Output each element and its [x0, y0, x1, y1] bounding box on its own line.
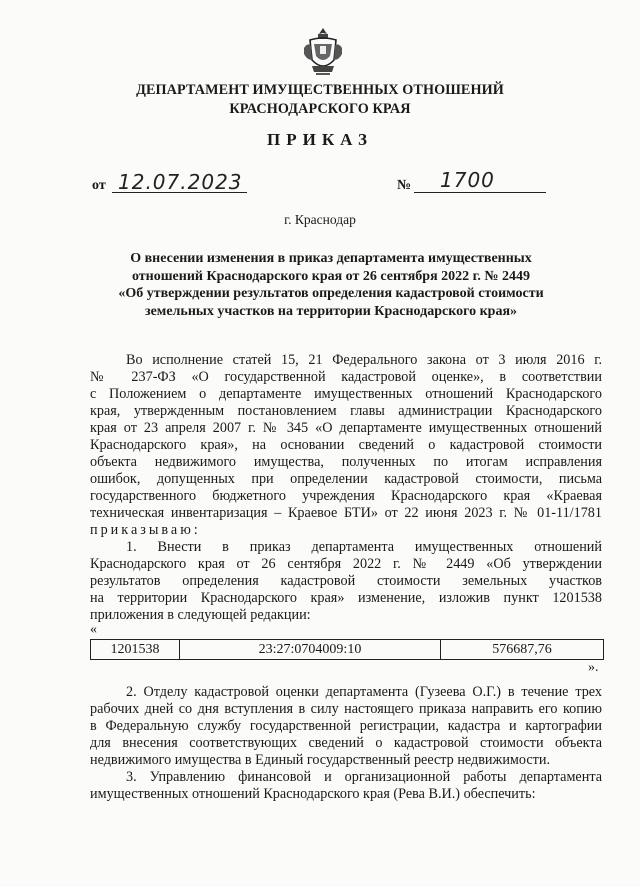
body-line: с Положением о департаменте имущественных отношений Краснодарского: [90, 386, 602, 402]
body-line: на территории Краснодарского края» изменение, изложив пункт 1201538: [90, 590, 602, 606]
body-line: государственного бюджетного учреждения Краснодарского края «Краевая: [90, 488, 602, 504]
quote-open: «: [90, 622, 97, 637]
department-name-line1: ДЕПАРТАМЕНТ ИМУЩЕСТВЕННЫХ ОТНОШЕНИЙ: [136, 82, 504, 98]
body-line: Краснодарского края от 26 сентября 2022 г. № 2449 «Об утверждении: [90, 556, 602, 572]
date-label: от: [92, 178, 106, 193]
coat-of-arms-emblem: [302, 26, 344, 78]
number-label: №: [397, 178, 412, 193]
quote-close: ».: [588, 660, 599, 675]
body-line: 2. Отделу кадастровой оценки департамента (Гузеева О.Г.) в течение трех: [126, 684, 602, 700]
body-line: рабочих дней со дня вступления в силу настоящего приказа направить его копию: [90, 701, 602, 717]
body-line: края от 23 апреля 2007 г. № 345 «О департаменте имущественных отношений: [90, 420, 602, 436]
subject-heading: [96, 250, 566, 320]
department-name-line2: КРАСНОДАРСКОГО КРАЯ: [229, 101, 411, 117]
body-line: № 237-ФЗ «О государственной кадастровой оценке», в соответствии: [90, 369, 602, 385]
date-value: 12.07.2023: [118, 170, 243, 194]
body-line: недвижимого имущества в Единый государственный реестр недвижимости.: [90, 752, 550, 768]
subject-line: «Об утверждении результатов определения кадастровой стоимости: [118, 286, 544, 301]
number-underline: [414, 192, 546, 193]
body-line: приложения в следующей редакции:: [90, 607, 311, 623]
body-line: для внесения соответствующих сведений о кадастровой стоимости объекта: [90, 735, 602, 751]
table-cell-number: 1201538: [91, 640, 180, 659]
subject-line: О внесении изменения в приказ департамента имущественных: [130, 251, 532, 266]
body-line: Во исполнение статей 15, 21 Федерального закона от 3 июля 2016 г.: [126, 352, 602, 368]
body-line: 3. Управлению финансовой и организационной работы департамента: [126, 769, 602, 785]
body-line: результатов определения кадастровой стоимости земельных участков: [90, 573, 602, 589]
body-line: края, утвержденным постановлением главы администрации Краснодарского: [90, 403, 602, 419]
table-cell-cadastral-number: 23:27:0704009:10: [180, 640, 441, 659]
body-line: объекта недвижимого имущества, полученных по итогам исправления: [90, 454, 602, 470]
body-line: в Федеральную службу государственной регистрации, кадастра и картографии: [90, 718, 602, 734]
body-line: 1. Внести в приказ департамента имущественных отношений: [126, 539, 602, 555]
body-line: ошибок, допущенных при определении кадастровой стоимости, письма: [90, 471, 602, 487]
subject-line: земельных участков на территории Краснодарского края»: [144, 303, 518, 319]
body-line: техническая инвентаризация – Краевое БТИ» от 22 июня 2023 г. № 01-11/1781: [90, 505, 602, 521]
body-line: имущественных отношений Краснодарского края (Рева В.И.) обеспечить:: [90, 786, 536, 802]
number-value: 1700: [440, 168, 495, 192]
table-cell-cadastral-value: 576687,76: [492, 642, 552, 657]
body-line: Краснодарского края», на основании сведений о кадастровой стоимости: [90, 437, 602, 453]
document-title: ПРИКАЗ: [267, 130, 373, 149]
subject-line: отношений Краснодарского края от 26 сентября 2022 г. № 2449: [131, 268, 531, 284]
order-word: приказываю:: [90, 522, 201, 538]
table-row: [90, 639, 604, 660]
city: г. Краснодар: [284, 212, 356, 227]
